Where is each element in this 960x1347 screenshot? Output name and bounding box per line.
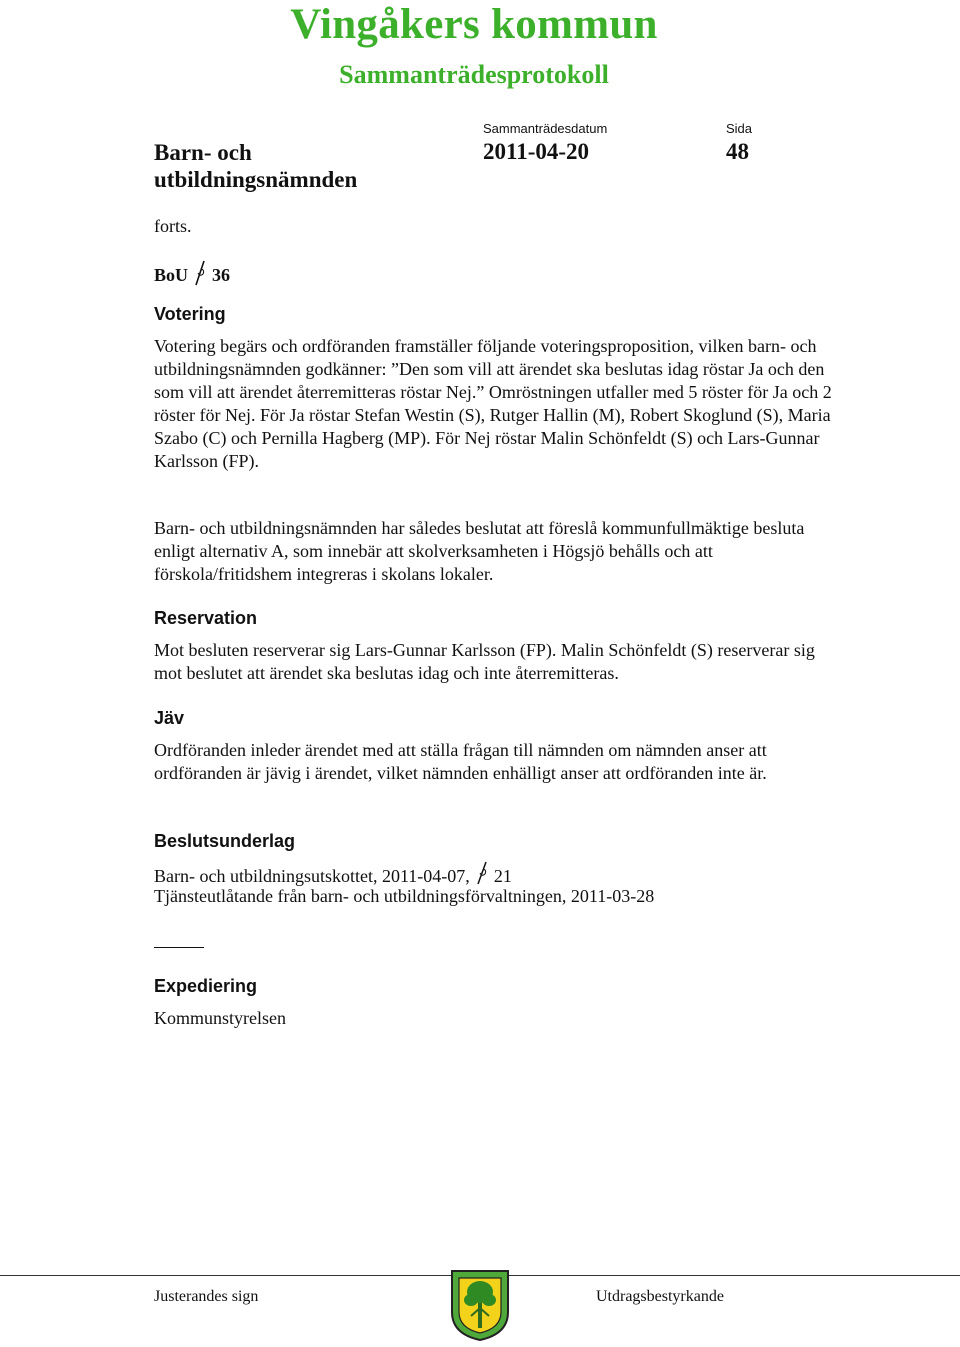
voting-paragraph: Votering begärs och ordföranden framställer följande voteringsproposition, vilken barn- och utbildningsnämnden godkänner: ”Den som vill att ärendet ska beslutas idag röstar Ja och den som vill att ärendet återremitteras röstar Nej.” Omröstningen utfaller med 5 röster för Ja och 2 röster för Nej. För Ja röstar Stefan Westin (S), Rutger Hallin (M), Robert Skoglund (S), Maria Szabo (C) och Pernilla Hagberg (MP). För Nej röstar Malin Schönfeldt (S) och Lars-Gunnar Karlsson (FP).	[154, 336, 832, 471]
footer-utdragsbestyrkande: Utdragsbestyrkande	[596, 1288, 724, 1305]
organization-title: Vingåkers kommun	[290, 1, 658, 48]
municipal-crest-icon	[449, 1268, 511, 1342]
basis-line-1-text: Barn- och utbildningsutskottet, 2011-04-07,	[154, 865, 470, 886]
document-type: Sammanträdesprotokoll	[339, 60, 609, 89]
jav-text: Ordföranden inleder ärendet med att ställa frågan till nämnden om nämnden anser att ordföranden är jävig i ärendet, vilket nämnden enhälligt anser att ordföranden inte är.	[154, 740, 767, 783]
case-reference	[154, 260, 230, 291]
footer-justerandes-sign: Justerandes sign	[154, 1288, 259, 1305]
continued-marker: forts.	[154, 216, 192, 236]
decision-paragraph: Barn- och utbildningsnämnden har således beslutat att föreslå kommunfullmäktige besluta enligt alternativ A, som innebär att skolverksamheten i Högsjö behålls och att förskola/fritidshem integreras i skolans lokaler.	[154, 518, 805, 584]
basis-line-1-number: 21	[493, 865, 512, 886]
meeting-date: 2011-04-20	[483, 139, 590, 164]
reservation-heading: Reservation	[154, 608, 258, 628]
voting-heading: Votering	[154, 304, 226, 324]
basis-heading: Beslutsunderlag	[154, 831, 296, 851]
jav-heading: Jäv	[154, 708, 185, 728]
committee-name: Barn- och utbildningsnämnden	[154, 140, 358, 192]
reservation-text: Mot besluten reserverar sig Lars-Gunnar Karlsson (FP). Malin Schönfeldt (S) reserverar sig mot beslutet att ärendet ska beslutas idag och inte återremitteras.	[154, 640, 815, 683]
case-prefix: BoU	[154, 265, 189, 285]
page-label: Sida	[726, 121, 753, 136]
separator-line	[154, 947, 204, 948]
basis-line-2: Tjänsteutlåtande från barn- och utbildningsförvaltningen, 2011-03-28	[154, 886, 655, 906]
dispatch-heading: Expediering	[154, 976, 258, 996]
section-sign-icon	[194, 260, 206, 291]
page-number: 48	[726, 139, 749, 164]
date-label: Sammanträdesdatum	[483, 121, 608, 136]
dispatch-recipient: Kommunstyrelsen	[154, 1008, 286, 1028]
case-number: 36	[212, 265, 231, 285]
